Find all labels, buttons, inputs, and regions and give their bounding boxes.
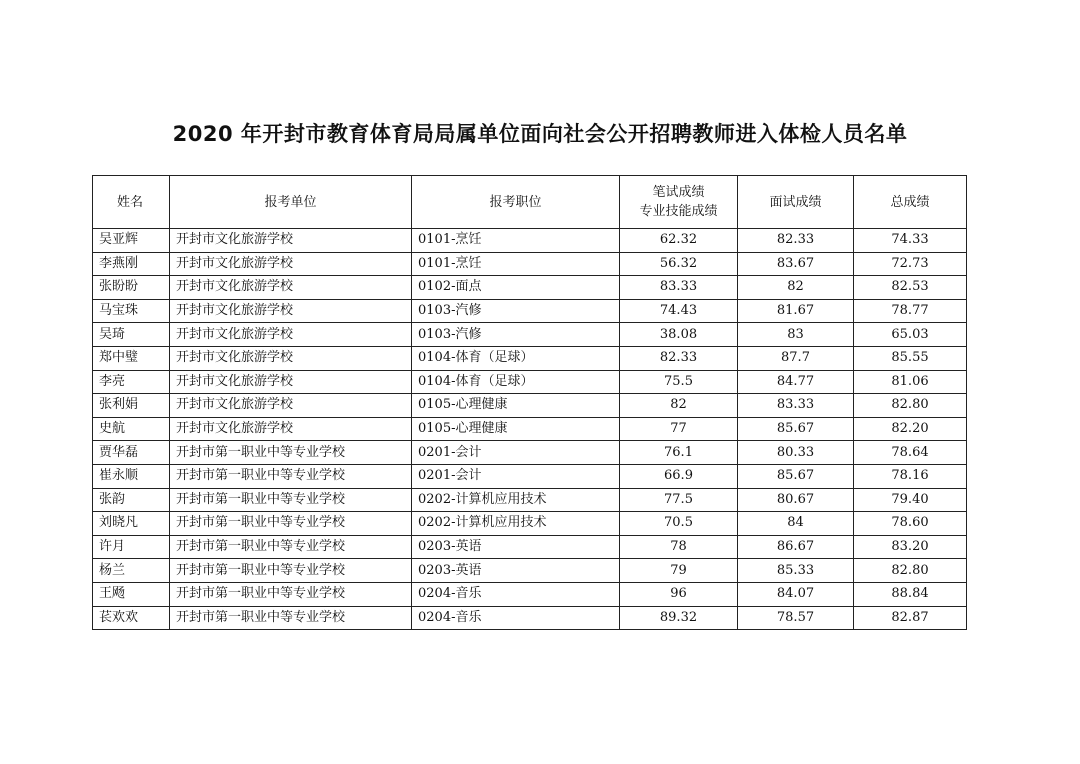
table-row bbox=[93, 323, 967, 347]
cell-position: 0101-烹饪 bbox=[412, 229, 620, 253]
cell-name: 贾华磊 bbox=[93, 441, 170, 465]
cell-name: 崔永顺 bbox=[93, 464, 170, 488]
cell-position: 0104-体育（足球） bbox=[412, 346, 620, 370]
table-row bbox=[93, 370, 967, 394]
cell-written-score: 56.32 bbox=[620, 252, 738, 276]
cell-written-score: 82 bbox=[620, 394, 738, 418]
cell-unit: 开封市文化旅游学校 bbox=[170, 229, 412, 253]
cell-interview-score: 83.33 bbox=[738, 394, 854, 418]
cell-total-score: 81.06 bbox=[854, 370, 967, 394]
cell-interview-score: 85.67 bbox=[738, 464, 854, 488]
cell-name: 张利娟 bbox=[93, 394, 170, 418]
table-row bbox=[93, 559, 967, 583]
cell-interview-score: 84 bbox=[738, 512, 854, 536]
cell-position: 0105-心理健康 bbox=[412, 394, 620, 418]
cell-unit: 开封市第一职业中等专业学校 bbox=[170, 488, 412, 512]
cell-total-score: 82.53 bbox=[854, 276, 967, 300]
cell-total-score: 78.64 bbox=[854, 441, 967, 465]
cell-position: 0103-汽修 bbox=[412, 299, 620, 323]
cell-total-score: 72.73 bbox=[854, 252, 967, 276]
cell-written-score: 77.5 bbox=[620, 488, 738, 512]
cell-total-score: 78.77 bbox=[854, 299, 967, 323]
cell-unit: 开封市文化旅游学校 bbox=[170, 417, 412, 441]
cell-written-score: 96 bbox=[620, 582, 738, 606]
cell-total-score: 82.20 bbox=[854, 417, 967, 441]
cell-written-score: 83.33 bbox=[620, 276, 738, 300]
cell-position: 0201-会计 bbox=[412, 441, 620, 465]
cell-total-score: 88.84 bbox=[854, 582, 967, 606]
table-row bbox=[93, 229, 967, 253]
cell-name: 王飏 bbox=[93, 582, 170, 606]
table-row bbox=[93, 606, 967, 630]
cell-interview-score: 85.33 bbox=[738, 559, 854, 583]
cell-position: 0105-心理健康 bbox=[412, 417, 620, 441]
cell-name: 许月 bbox=[93, 535, 170, 559]
cell-total-score: 78.16 bbox=[854, 464, 967, 488]
table-header bbox=[93, 176, 967, 229]
table-row bbox=[93, 276, 967, 300]
table-row bbox=[93, 582, 967, 606]
table-row bbox=[93, 394, 967, 418]
cell-position: 0101-烹饪 bbox=[412, 252, 620, 276]
table-row bbox=[93, 252, 967, 276]
cell-total-score: 74.33 bbox=[854, 229, 967, 253]
cell-interview-score: 83.67 bbox=[738, 252, 854, 276]
table-row bbox=[93, 417, 967, 441]
cell-written-score: 76.1 bbox=[620, 441, 738, 465]
cell-unit: 开封市第一职业中等专业学校 bbox=[170, 464, 412, 488]
cell-total-score: 79.40 bbox=[854, 488, 967, 512]
cell-total-score: 78.60 bbox=[854, 512, 967, 536]
cell-position: 0204-音乐 bbox=[412, 582, 620, 606]
cell-unit: 开封市文化旅游学校 bbox=[170, 299, 412, 323]
cell-unit: 开封市文化旅游学校 bbox=[170, 346, 412, 370]
cell-name: 李亮 bbox=[93, 370, 170, 394]
cell-unit: 开封市文化旅游学校 bbox=[170, 394, 412, 418]
header-position: 报考职位 bbox=[412, 176, 620, 229]
document-title: 2020 年开封市教育体育局局属单位面向社会公开招聘教师进入体检人员名单 bbox=[172, 122, 908, 146]
cell-total-score: 65.03 bbox=[854, 323, 967, 347]
cell-written-score: 74.43 bbox=[620, 299, 738, 323]
header-name: 姓名 bbox=[93, 176, 170, 229]
header-total: 总成绩 bbox=[854, 176, 967, 229]
cell-interview-score: 82 bbox=[738, 276, 854, 300]
cell-total-score: 82.80 bbox=[854, 559, 967, 583]
cell-position: 0202-计算机应用技术 bbox=[412, 512, 620, 536]
table-row bbox=[93, 512, 967, 536]
cell-interview-score: 81.67 bbox=[738, 299, 854, 323]
cell-position: 0201-会计 bbox=[412, 464, 620, 488]
cell-name: 李燕刚 bbox=[93, 252, 170, 276]
header-row bbox=[93, 176, 967, 229]
cell-interview-score: 80.67 bbox=[738, 488, 854, 512]
cell-interview-score: 84.77 bbox=[738, 370, 854, 394]
cell-position: 0103-汽修 bbox=[412, 323, 620, 347]
header-unit: 报考单位 bbox=[170, 176, 412, 229]
cell-name: 杨兰 bbox=[93, 559, 170, 583]
cell-position: 0102-面点 bbox=[412, 276, 620, 300]
cell-position: 0204-音乐 bbox=[412, 606, 620, 630]
cell-position: 0203-英语 bbox=[412, 559, 620, 583]
cell-position: 0203-英语 bbox=[412, 535, 620, 559]
cell-total-score: 82.87 bbox=[854, 606, 967, 630]
cell-name: 苌欢欢 bbox=[93, 606, 170, 630]
cell-interview-score: 85.67 bbox=[738, 417, 854, 441]
cell-name: 张盼盼 bbox=[93, 276, 170, 300]
table-row bbox=[93, 464, 967, 488]
cell-interview-score: 82.33 bbox=[738, 229, 854, 253]
cell-written-score: 62.32 bbox=[620, 229, 738, 253]
cell-name: 刘晓凡 bbox=[93, 512, 170, 536]
cell-interview-score: 87.7 bbox=[738, 346, 854, 370]
cell-unit: 开封市文化旅游学校 bbox=[170, 323, 412, 347]
cell-written-score: 66.9 bbox=[620, 464, 738, 488]
cell-unit: 开封市第一职业中等专业学校 bbox=[170, 512, 412, 536]
cell-unit: 开封市第一职业中等专业学校 bbox=[170, 535, 412, 559]
cell-position: 0202-计算机应用技术 bbox=[412, 488, 620, 512]
cell-position: 0104-体育（足球） bbox=[412, 370, 620, 394]
cell-name: 郑中璧 bbox=[93, 346, 170, 370]
cell-name: 张韵 bbox=[93, 488, 170, 512]
cell-written-score: 89.32 bbox=[620, 606, 738, 630]
header-written-line2: 专业技能成绩 bbox=[639, 204, 718, 219]
cell-name: 吴亚辉 bbox=[93, 229, 170, 253]
header-written-line1: 笔试成绩 bbox=[652, 185, 705, 200]
table-row bbox=[93, 346, 967, 370]
cell-written-score: 79 bbox=[620, 559, 738, 583]
cell-unit: 开封市文化旅游学校 bbox=[170, 276, 412, 300]
table-row bbox=[93, 299, 967, 323]
cell-unit: 开封市第一职业中等专业学校 bbox=[170, 559, 412, 583]
cell-written-score: 70.5 bbox=[620, 512, 738, 536]
cell-interview-score: 78.57 bbox=[738, 606, 854, 630]
header-written bbox=[620, 176, 738, 229]
cell-unit: 开封市第一职业中等专业学校 bbox=[170, 441, 412, 465]
cell-total-score: 83.20 bbox=[854, 535, 967, 559]
cell-name: 史航 bbox=[93, 417, 170, 441]
cell-unit: 开封市文化旅游学校 bbox=[170, 252, 412, 276]
cell-name: 马宝珠 bbox=[93, 299, 170, 323]
cell-interview-score: 86.67 bbox=[738, 535, 854, 559]
cell-total-score: 85.55 bbox=[854, 346, 967, 370]
cell-unit: 开封市文化旅游学校 bbox=[170, 370, 412, 394]
cell-name: 吴琦 bbox=[93, 323, 170, 347]
cell-unit: 开封市第一职业中等专业学校 bbox=[170, 582, 412, 606]
cell-total-score: 82.80 bbox=[854, 394, 967, 418]
table-row bbox=[93, 488, 967, 512]
table-body bbox=[93, 229, 967, 630]
cell-written-score: 38.08 bbox=[620, 323, 738, 347]
cell-written-score: 77 bbox=[620, 417, 738, 441]
cell-interview-score: 80.33 bbox=[738, 441, 854, 465]
cell-written-score: 78 bbox=[620, 535, 738, 559]
cell-written-score: 82.33 bbox=[620, 346, 738, 370]
cell-unit: 开封市第一职业中等专业学校 bbox=[170, 606, 412, 630]
cell-interview-score: 83 bbox=[738, 323, 854, 347]
header-interview: 面试成绩 bbox=[738, 176, 854, 229]
cell-written-score: 75.5 bbox=[620, 370, 738, 394]
table-row bbox=[93, 441, 967, 465]
cell-interview-score: 84.07 bbox=[738, 582, 854, 606]
results-table bbox=[92, 175, 967, 630]
table-row bbox=[93, 535, 967, 559]
